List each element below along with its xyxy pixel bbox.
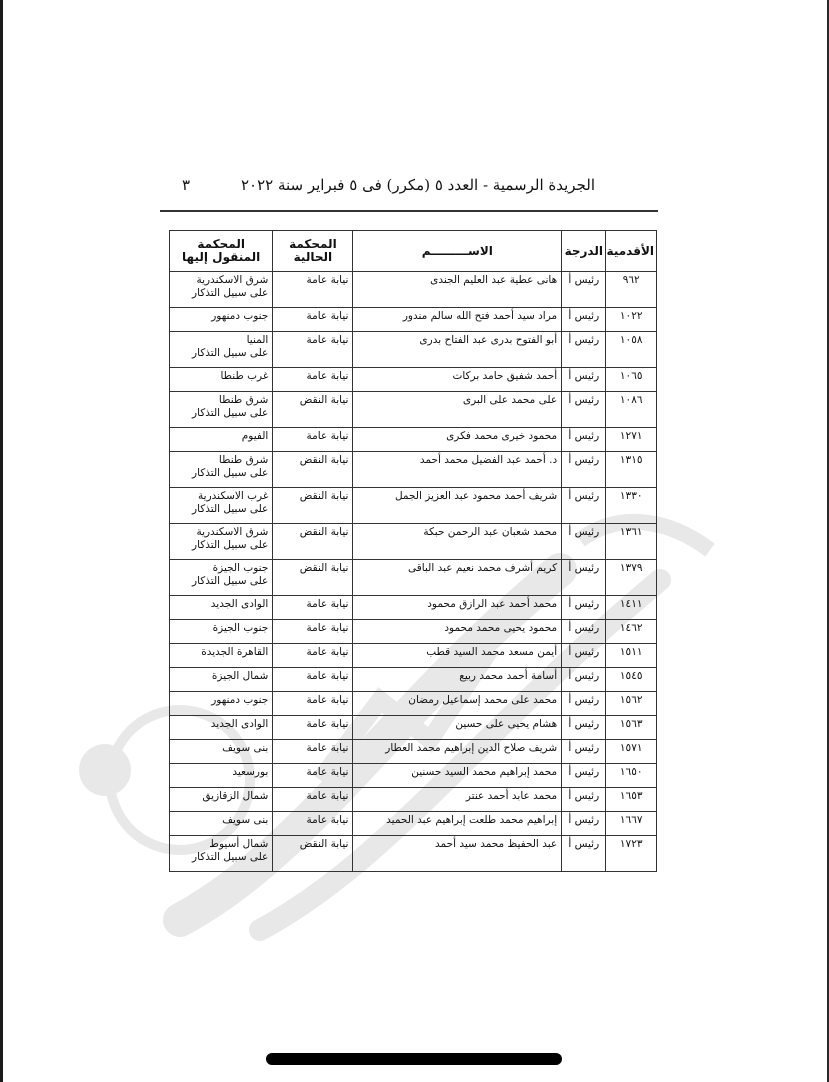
- seniority-cell: ١٤٦٢: [606, 620, 657, 644]
- page-header: [170, 172, 658, 208]
- current-court-cell: نيابة عامة: [273, 428, 353, 452]
- table-header-row: [170, 231, 657, 272]
- current-court-cell: نيابة النقض: [273, 836, 353, 872]
- seniority-cell: ١٦٦٧: [606, 812, 657, 836]
- seniority-cell: ١٥٦٢: [606, 692, 657, 716]
- transferred-to-court: شرق الاسكندرية: [196, 274, 269, 286]
- seniority-cell: ١٠٨٦: [606, 392, 657, 428]
- name-cell: شريف صلاح الدين إبراهيم محمد العطار: [353, 740, 562, 764]
- current-court-cell: نيابة عامة: [273, 692, 353, 716]
- gazette-title: الجريدة الرسمية - العدد ٥ (مكرر) فى ٥ فبراير سنة ٢٠٢٢: [240, 176, 595, 194]
- transferred-to-cell: [170, 560, 273, 596]
- column-header-transferred-to: المحكمة المنقول إليها: [170, 231, 273, 272]
- current-court-cell: نيابة عامة: [273, 788, 353, 812]
- transferred-to-cell: [170, 428, 273, 452]
- transfer-note: على سبيل التذكار: [192, 347, 269, 359]
- transferred-to-cell: [170, 644, 273, 668]
- current-court-cell: نيابة النقض: [273, 392, 353, 428]
- home-indicator-bar[interactable]: [266, 1053, 562, 1065]
- current-court-cell: نيابة عامة: [273, 668, 353, 692]
- rank-cell: رئيس أ: [562, 452, 606, 488]
- transferred-to-cell: [170, 452, 273, 488]
- name-cell: محمد عابد أحمد عنتر: [353, 788, 562, 812]
- transfer-note: على سبيل التذكار: [192, 407, 269, 419]
- current-court-cell: نيابة عامة: [273, 596, 353, 620]
- table-row: [170, 716, 657, 740]
- name-cell: هانى عطية عبد العليم الجندى: [353, 272, 562, 308]
- current-court-cell: نيابة النقض: [273, 488, 353, 524]
- name-cell: مراد سيد أحمد فتح الله سالم مندور: [353, 308, 562, 332]
- transferred-to-cell: [170, 764, 273, 788]
- table-row: [170, 740, 657, 764]
- rank-cell: رئيس أ: [562, 620, 606, 644]
- transferred-to-court: شمال الجيزة: [211, 670, 269, 682]
- page-number: ٣: [182, 176, 191, 194]
- transferred-to-cell: [170, 740, 273, 764]
- column-header-name: الاســـــــــم: [353, 231, 562, 272]
- seniority-cell: ١٣٣٠: [606, 488, 657, 524]
- transferred-to-cell: [170, 620, 273, 644]
- table-row: [170, 272, 657, 308]
- transferred-to-court: جنوب الجيزة: [212, 622, 269, 634]
- transferred-to-court: بنى سويف: [222, 742, 269, 754]
- rank-cell: رئيس أ: [562, 308, 606, 332]
- seniority-cell: ١٥٦٣: [606, 716, 657, 740]
- transferred-to-court: الوادى الجديد: [210, 718, 269, 730]
- table-row: [170, 368, 657, 392]
- transferred-to-court: غرب الاسكندرية: [198, 490, 269, 502]
- current-court-cell: نيابة عامة: [273, 716, 353, 740]
- table-row: [170, 644, 657, 668]
- transferred-to-court: غرب طنطا: [220, 370, 269, 382]
- seniority-cell: ١٠٥٨: [606, 332, 657, 368]
- rank-cell: رئيس أ: [562, 392, 606, 428]
- table-row: [170, 836, 657, 872]
- table-row: [170, 428, 657, 452]
- header-divider: [160, 210, 658, 212]
- current-court-cell: نيابة النقض: [273, 524, 353, 560]
- transferred-to-cell: [170, 332, 273, 368]
- rank-cell: رئيس أ: [562, 524, 606, 560]
- transferred-to-court: شمال الزقازيق: [202, 790, 269, 802]
- transferred-to-cell: [170, 812, 273, 836]
- rank-cell: رئيس أ: [562, 764, 606, 788]
- rank-cell: رئيس أ: [562, 740, 606, 764]
- transferred-to-cell: [170, 272, 273, 308]
- seniority-cell: ١٦٥٣: [606, 788, 657, 812]
- seniority-cell: ١٥١١: [606, 644, 657, 668]
- rank-cell: رئيس أ: [562, 836, 606, 872]
- column-header-seniority: الأقدمية: [606, 231, 657, 272]
- rank-cell: رئيس أ: [562, 812, 606, 836]
- seniority-cell: ١٣٦١: [606, 524, 657, 560]
- rank-cell: رئيس أ: [562, 272, 606, 308]
- rank-cell: رئيس أ: [562, 332, 606, 368]
- rank-cell: رئيس أ: [562, 716, 606, 740]
- rank-cell: رئيس أ: [562, 596, 606, 620]
- table-row: [170, 788, 657, 812]
- name-cell: أحمد شفيق حامد بركات: [353, 368, 562, 392]
- transfer-note: على سبيل التذكار: [192, 287, 269, 299]
- transferred-to-court: الفيوم: [241, 430, 269, 442]
- rank-cell: رئيس أ: [562, 368, 606, 392]
- transfer-note: على سبيل التذكار: [192, 575, 269, 587]
- rank-cell: رئيس أ: [562, 692, 606, 716]
- name-cell: إبراهيم محمد طلعت إبراهيم عبد الحميد: [353, 812, 562, 836]
- transfer-note: على سبيل التذكار: [192, 503, 269, 515]
- transferred-to-court: الوادى الجديد: [210, 598, 269, 610]
- transferred-to-cell: [170, 308, 273, 332]
- table-row: [170, 452, 657, 488]
- table-row: [170, 560, 657, 596]
- transferred-to-cell: [170, 524, 273, 560]
- seniority-cell: ١٥٤٥: [606, 668, 657, 692]
- table-row: [170, 488, 657, 524]
- table-row: [170, 764, 657, 788]
- rank-cell: رئيس أ: [562, 560, 606, 596]
- name-cell: محمد أحمد عبد الرازق محمود: [353, 596, 562, 620]
- current-court-cell: نيابة عامة: [273, 308, 353, 332]
- table-row: [170, 812, 657, 836]
- seniority-cell: ١٦٥٠: [606, 764, 657, 788]
- name-cell: محمود يحيى محمد محمود: [353, 620, 562, 644]
- seniority-cell: ١٠٦٥: [606, 368, 657, 392]
- current-court-cell: نيابة النقض: [273, 452, 353, 488]
- table-row: [170, 332, 657, 368]
- transferred-to-cell: [170, 836, 273, 872]
- transferred-to-court: شرق طنطا: [218, 394, 269, 406]
- transferred-to-cell: [170, 668, 273, 692]
- transferred-to-cell: [170, 716, 273, 740]
- transfer-note: على سبيل التذكار: [192, 467, 269, 479]
- name-cell: هشام يحيى على حسين: [353, 716, 562, 740]
- transferred-to-court: شرق طنطا: [218, 454, 269, 466]
- seniority-cell: ١٥٧١: [606, 740, 657, 764]
- transferred-to-cell: [170, 788, 273, 812]
- window-edge-left: [0, 0, 3, 1082]
- transferred-to-court: المنيا: [246, 334, 269, 346]
- current-court-cell: نيابة النقض: [273, 560, 353, 596]
- column-header-current-court: المحكمة الحالية: [273, 231, 353, 272]
- seniority-cell: ١٤١١: [606, 596, 657, 620]
- transferred-to-cell: [170, 392, 273, 428]
- current-court-cell: نيابة عامة: [273, 368, 353, 392]
- name-cell: أبو الفتوح بدرى عبد الفتاح بدرى: [353, 332, 562, 368]
- transferred-to-court: شمال أسيوط: [209, 838, 269, 850]
- table-row: [170, 392, 657, 428]
- current-court-cell: نيابة عامة: [273, 620, 353, 644]
- table-row: [170, 596, 657, 620]
- name-cell: محمد على محمد إسماعيل رمضان: [353, 692, 562, 716]
- current-court-cell: نيابة عامة: [273, 644, 353, 668]
- seniority-cell: ١٣١٥: [606, 452, 657, 488]
- rank-cell: رئيس أ: [562, 644, 606, 668]
- current-court-cell: نيابة عامة: [273, 764, 353, 788]
- transferred-to-cell: [170, 488, 273, 524]
- name-cell: أيمن مسعد محمد السيد قطب: [353, 644, 562, 668]
- table-row: [170, 692, 657, 716]
- transfer-note: على سبيل التذكار: [192, 851, 269, 863]
- transferred-to-court: القاهرة الجديدة: [201, 646, 269, 658]
- seniority-cell: ١٠٢٢: [606, 308, 657, 332]
- table-row: [170, 524, 657, 560]
- seniority-cell: ١٣٧٩: [606, 560, 657, 596]
- transferred-to-court: شرق الاسكندرية: [196, 526, 269, 538]
- transferred-to-cell: [170, 596, 273, 620]
- rank-cell: رئيس أ: [562, 428, 606, 452]
- transfer-table: [169, 230, 657, 872]
- name-cell: محمد شعبان عبد الرحمن حبكة: [353, 524, 562, 560]
- column-header-rank: الدرجة: [562, 231, 606, 272]
- transferred-to-cell: [170, 368, 273, 392]
- name-cell: على محمد على البرى: [353, 392, 562, 428]
- transferred-to-court: بورسعيد: [232, 766, 269, 778]
- name-cell: شريف أحمد محمود عبد العزيز الجمل: [353, 488, 562, 524]
- seniority-cell: ٩٦٢: [606, 272, 657, 308]
- transferred-to-court: جنوب الجيزة: [212, 562, 269, 574]
- table-row: [170, 668, 657, 692]
- name-cell: محمد إبراهيم محمد السيد حسنين: [353, 764, 562, 788]
- table-row: [170, 620, 657, 644]
- transferred-to-court: بنى سويف: [222, 814, 269, 826]
- rank-cell: رئيس أ: [562, 788, 606, 812]
- seniority-cell: ١٢٧١: [606, 428, 657, 452]
- name-cell: عبد الحفيظ محمد سيد أحمد: [353, 836, 562, 872]
- name-cell: محمود خيرى محمد فكرى: [353, 428, 562, 452]
- current-court-cell: نيابة عامة: [273, 332, 353, 368]
- rank-cell: رئيس أ: [562, 488, 606, 524]
- transferred-to-cell: [170, 692, 273, 716]
- current-court-cell: نيابة عامة: [273, 812, 353, 836]
- table-row: [170, 308, 657, 332]
- seniority-cell: ١٧٢٣: [606, 836, 657, 872]
- rank-cell: رئيس أ: [562, 668, 606, 692]
- table-body: [170, 272, 657, 872]
- current-court-cell: نيابة عامة: [273, 740, 353, 764]
- current-court-cell: نيابة عامة: [273, 272, 353, 308]
- transferred-to-court: جنوب دمنهور: [211, 310, 269, 322]
- transferred-to-court: جنوب دمنهور: [211, 694, 269, 706]
- name-cell: د. أحمد عبد الفضيل محمد أحمد: [353, 452, 562, 488]
- name-cell: كريم أشرف محمد نعيم عبد الباقى: [353, 560, 562, 596]
- name-cell: أسامة أحمد محمد ربيع: [353, 668, 562, 692]
- transfer-note: على سبيل التذكار: [192, 539, 269, 551]
